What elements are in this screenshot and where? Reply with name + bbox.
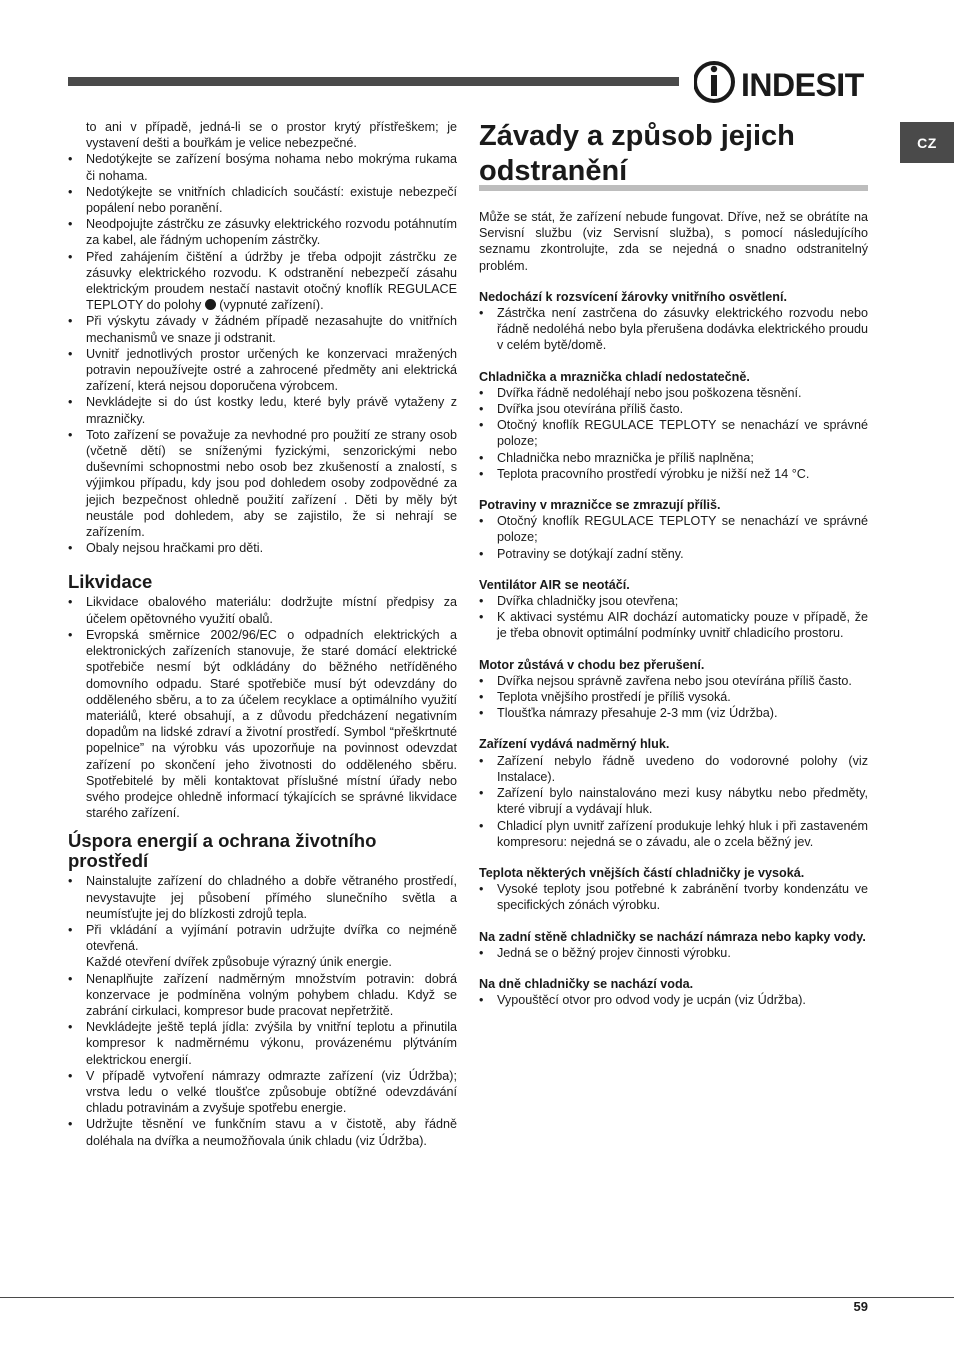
fault-heading: Potraviny v mrazničce se zmrazují příliš. [479, 498, 721, 513]
left-column [68, 119, 457, 1149]
svg-text:INDESIT: INDESIT [741, 67, 864, 103]
fault-list [479, 305, 868, 354]
list-item: • Vypouštěcí otvor pro odvod vody je ucpán (viz Údržba). [479, 992, 868, 1008]
footer-rule [0, 1297, 954, 1298]
list-item: • Zástrčka není zastrčena do zásuvky elektrického rozvodu nebo řádně nedoléhá nebo byla přerušena dodávka elektrického proudu v celém bytě/domě. [479, 305, 868, 354]
list-item-text: Před zahájením čištění a údržby je třeba odpojit zástrčku ze zásuvky elektrického rozvodu. K odstranění nebezpečí zásahu elektrickým proudem nestačí nastavit otočný knoflík REGULACE TEPLOTY do polohy [86, 249, 457, 313]
off-position-icon [205, 299, 216, 310]
page-number: 59 [853, 1299, 868, 1314]
fault-heading: Teplota některých vnějších částí chladničky je vysoká. [479, 865, 805, 880]
disposal-list [68, 594, 457, 821]
disposal-heading: Likvidace [68, 571, 153, 593]
fault-heading: Ventilátor AIR se neotáčí. [479, 577, 630, 592]
right-column [479, 119, 868, 1008]
list-item: • Otočný knoflík REGULACE TEPLOTY se nenachází ve správné poloze; [479, 513, 868, 545]
list-item [68, 249, 457, 314]
fault-heading: Motor zůstává v chodu bez přerušení. [479, 657, 705, 672]
list-item: • Otočný knoflík REGULACE TEPLOTY se nenachází ve správné poloze; [479, 417, 868, 449]
fault-heading: Na dně chladničky se nachází voda. [479, 976, 694, 991]
list-item: • Nevkládejte ještě teplá jídla: zvýšila by vnitřní teplotu a přinutila kompresor k nadměrnému výkonu, provázenému plýtváním elektrickou energií. [68, 1019, 457, 1068]
list-item-text: Při vkládání a vyjímání potravin udržujte dvířka co nejméně otevřená. [86, 922, 457, 954]
list-item: • Udržujte těsnění ve funkčním stavu a v čistotě, aby řádně doléhala na dvířka a neumožňovala únik chladu (viz Údržba). [68, 1116, 457, 1148]
list-item: • Zařízení bylo nainstalováno mezi kusy nábytku nebo předměty, které vibrují a vydávají hluk. [479, 785, 868, 817]
list-item: • Dvířka jsou otevírána příliš často. [479, 401, 868, 417]
list-item: • Likvidace obalového materiálu: dodržujte místní předpisy za účelem opětovného využití obalů. [68, 594, 457, 626]
list-item: • Obaly nejsou hračkami pro děti. [68, 540, 457, 556]
title-block [479, 119, 868, 195]
list-item: • V případě vytvoření námrazy odmrazte zařízení (viz Údržba); vrstva ledu o velké tloušťce způsobuje obtížné odevzdávání chladu potravinám a zvyšuje spotřebu energie. [68, 1068, 457, 1117]
list-item: • Chladnička nebo mraznička je příliš naplněna; [479, 450, 868, 466]
fault-list [479, 881, 868, 913]
list-item: • Zařízení nebylo řádně uvedeno do vodorovné polohy (viz Instalace). [479, 753, 868, 785]
fault-heading: Chladnička a mraznička chladí nedostatečně. [479, 369, 750, 384]
fault-heading: Nedochází k rozsvícení žárovky vnitřního osvětlení. [479, 289, 787, 304]
page-title: Závady a způsob jejich odstranění [479, 120, 795, 187]
fault-heading: Zařízení vydává nadměrný hluk. [479, 737, 670, 752]
fault-list [479, 673, 868, 722]
fault-list [479, 385, 868, 482]
header-rule [68, 77, 679, 86]
list-item: • Chladicí plyn uvnitř zařízení produkuje lehký hluk i při zastaveném kompresoru: nejedná se o závadu, ale o zcela běžný jev. [479, 818, 868, 850]
list-item: • Nevkládejte si do úst kostky ledu, které byly právě vytaženy z mrazničky. [68, 394, 457, 426]
list-item: • Nedotýkejte se vnitřních chladicích součástí: existuje nebezpečí popálení nebo poranění. [68, 184, 457, 216]
list-item: • K aktivaci systému AIR dochází automaticky pouze v případě, že je třeba obnovit optimální podmínky uvnitř chladicího prostoru. [479, 609, 868, 641]
list-item: • Potraviny se dotýkají zadní stěny. [479, 546, 868, 562]
list-item: • Uvnitř jednotlivých prostor určených ke konzervaci mražených potravin nepoužívejte ostré a zahrocené předměty ani elektrická zařízení, která nejsou doporučena výrobcem. [68, 346, 457, 395]
fault-list [479, 513, 868, 562]
list-item-continuation: Každé otevření dvířek způsobuje výrazný únik energie. [86, 955, 392, 970]
list-item: • Tloušťka námrazy přesahuje 2-3 mm (viz Údržba). [479, 705, 868, 721]
fault-list [479, 753, 868, 850]
safety-list [68, 119, 457, 556]
list-item: • Dvířka nejsou správně zavřena nebo jsou otevírána příliš často. [479, 673, 868, 689]
fault-list [479, 992, 868, 1008]
list-item: • Jedná se o běžný projev činnosti výrobku. [479, 945, 868, 961]
list-item: • Neodpojujte zástrčku ze zásuvky elektrického rozvodu potáhnutím za kabel, ale řádným uchopením zástrčky. [68, 216, 457, 248]
energy-heading: Úspora energií a ochrana životního prostředí [68, 830, 377, 872]
list-item-suffix: (vypnuté zařízení). [219, 298, 324, 313]
list-item: • Dvířka řádně nedoléhají nebo jsou poškozena těsnění. [479, 385, 868, 401]
list-item: • Nenaplňujte zařízení nadměrným množstvím potravin: dobrá konzervace je podmíněna volným pohybem chladu. Když se zabrání cirkulaci, kompresor bude pracovat nepřetržitě. [68, 971, 457, 1020]
energy-list [68, 873, 457, 1148]
list-item: • Evropská směrnice 2002/96/EC o odpadních elektrických a elektronických zařízeních stanovuje, že staré domácí elektrické spotřebiče nesmí být odkládány do běžného netříděného domovního odpadu. Staré spotřebiče musí být odevzdány do odděleného sběru, a to za účelem recyklace a optimálního využití materiálů, které obsahují, a z důvodu předcházení negativním dopadům na lidské zdraví a životní prostředí. Symbol “přeškrtnuté popelnice” na výrobku vás upozorňuje na povinnost odevzdat zařízení po skončení jeho životnosti do odděleného sběru. Spotřebitelé by měli kontaktovat příslušné místní úřady nebo svého prodejce ohledně informací týkajících se správné likvidace starého zařízení. [68, 627, 457, 821]
list-item: • Při výskytu závady v žádném případě nezasahujte do vnitřních mechanismů ve snaze ji odstranit. [68, 313, 457, 345]
list-item: • Nainstalujte zařízení do chladného a dobře větraného prostředí, nevystavujte jej působení přímého slunečního světla a neumísťujte jej do blízkosti zdrojů tepla. [68, 873, 457, 922]
list-item: to ani v případě, jedná-li se o prostor krytý přístřeškem; je vystavení dešti a bouřkám je velice nebezpečné. [86, 120, 457, 151]
list-item: • Dvířka chladničky jsou otevřena; [479, 593, 868, 609]
list-item: • Teplota pracovního prostředí výrobku je nižší než 14 °C. [479, 466, 868, 482]
list-item: • Nedotýkejte se zařízení bosýma nohama nebo mokrýma rukama či nohama. [68, 151, 457, 183]
list-item: • Teplota vnějšího prostředí je příliš vysoká. [479, 689, 868, 705]
list-item [68, 922, 457, 971]
intro-paragraph: Může se stát, že zařízení nebude fungovat. Dříve, než se obrátíte na Servisní službu (viz Servisní služba), s pomocí následujícího seznamu zkontrolujte, zda se nejedná o snadno odstranitelný problém. [479, 210, 868, 273]
fault-list [479, 945, 868, 961]
fault-list [479, 593, 868, 642]
fault-heading: Na zadní stěně chladničky se nachází námraza nebo kapky vody. [479, 929, 866, 944]
list-item: • Vysoké teploty jsou potřebné k zabránění tvorby kondenzátu ve specifických zónách výrobku. [479, 881, 868, 913]
language-tab: CZ [900, 122, 954, 163]
list-item: • Toto zařízení se považuje za nevhodné pro použití ze strany osob (včetně dětí) se sníženými fyzickými, senzorickými nebo duševními schopnostmi nebo osob bez zkušeností a znalostí, s výjimkou případu, kdy jsou pod dohledem osoby zodpovědné za jejich bezpečnost ohledně použití zařízení . Děti by měly být neustále pod dohledem, aby se zajistilo, že si nehrají se zařízením. [68, 427, 457, 540]
indesit-logo [694, 58, 870, 106]
